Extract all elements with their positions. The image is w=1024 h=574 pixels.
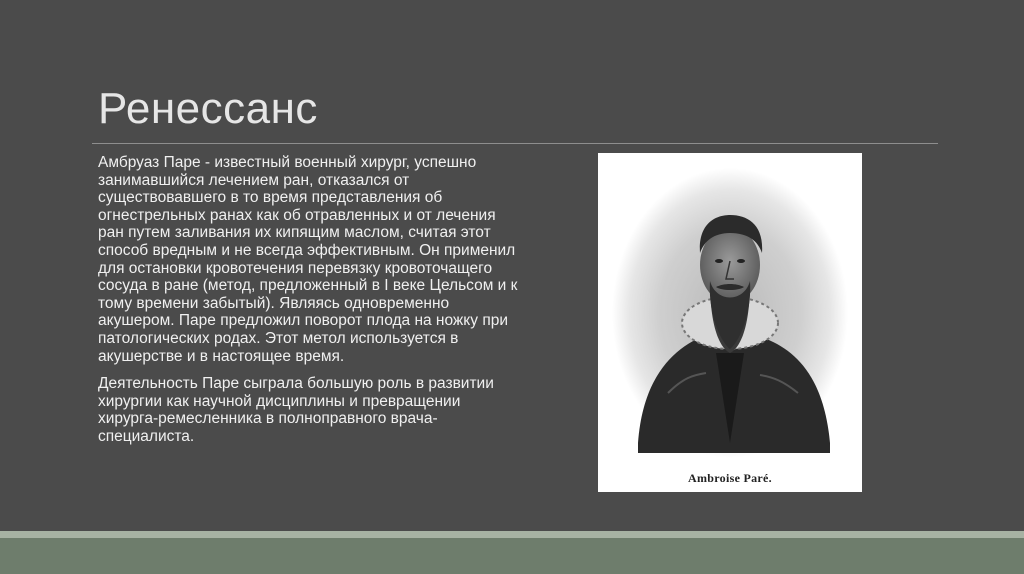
slide-body [98,154,518,456]
portrait-caption: Ambroise Paré. [688,471,772,485]
paragraph-2: Деятельность Паре сыграла большую роль в развитии хирургии как научной дисциплины и превращении хирурга-ремесленника в полноправного врача-специалиста. [98,375,494,445]
footer-bar [0,538,1024,574]
portrait-image [598,153,862,492]
footer-accent-line [0,531,1024,538]
slide-title: Ренессанс [98,84,318,133]
portrait-engraving [598,153,862,492]
paragraph-1: Амбруаз Паре - известный военный хирург, успешно занимавшийся лечением ран, отказался от существовавшего в то время представления об огнестрельных ранах как об отравленных и от лечения ран путем заливания их кипящим маслом, считая этот способ вредным и не всегда эффективным. Он применил для остановки кровотечения перевязку кровоточащего сосуда в ране (метод, предложенный в I веке Цельсом и к тому времени забытый). Являясь одновременно акушером. Паре предложил поворот плода на ножку при патологических родах. Этот метол используется в акушерстве и в настоящее время. [98,154,518,365]
title-divider [92,143,938,144]
